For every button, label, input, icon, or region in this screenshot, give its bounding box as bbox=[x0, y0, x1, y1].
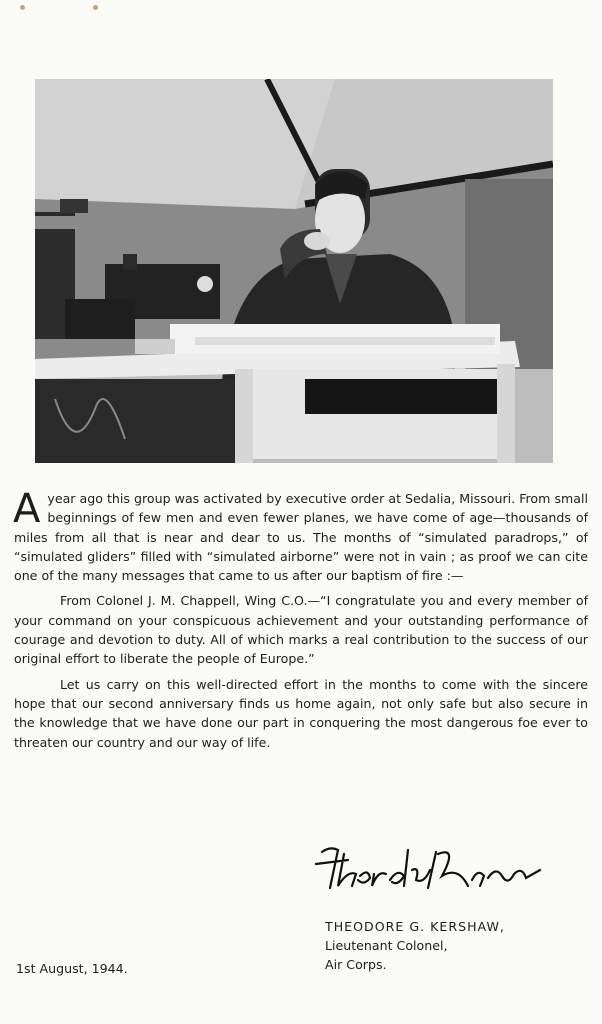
punch-mark bbox=[93, 5, 98, 10]
paragraph-2: From Colonel J. M. Chappell, Wing C.O.—“I congratulate you and every member of your command on your conspicuous achievement and your outstanding performance of courage and devotion to duty. All of which marks a real contribution to the success of our original effort to liberate the people of Europe.” bbox=[14, 593, 588, 667]
signatory-rank: Lieutenant Colonel, bbox=[325, 938, 448, 953]
paragraph-3: Let us carry on this well-directed effort in the months to come with the sincere hope that our second anniversary finds us home again, not only safe but also secure in the knowledge that we have done our part in conquering the most dangerous foe ever to threaten our country and our way of life. bbox=[14, 676, 588, 750]
paragraph-1-text: year ago this group was activated by executive order at Sedalia, Missouri. From small beginnings of few men and even fewer planes, we have come of age—thousands of miles from all that is near and dear to us. The months of “simulated paradrops,” of “simulated gliders” filled with “simulated airborne” were not in vain ; as proof we can cite one of the many messages that came to us after our baptism of fire :— bbox=[14, 491, 588, 584]
drop-cap: A bbox=[13, 486, 41, 532]
signatory-name: THEODORE G. KERSHAW, bbox=[325, 919, 505, 934]
punch-mark bbox=[20, 5, 25, 10]
letter-date: 1st August, 1944. bbox=[16, 961, 128, 976]
handwritten-signature bbox=[308, 840, 553, 900]
officer-at-desk-photo bbox=[35, 79, 553, 463]
signatory-unit: Air Corps. bbox=[325, 957, 387, 972]
signature-block bbox=[325, 917, 505, 974]
letter-body bbox=[13, 486, 588, 752]
paragraph-1 bbox=[13, 486, 588, 585]
